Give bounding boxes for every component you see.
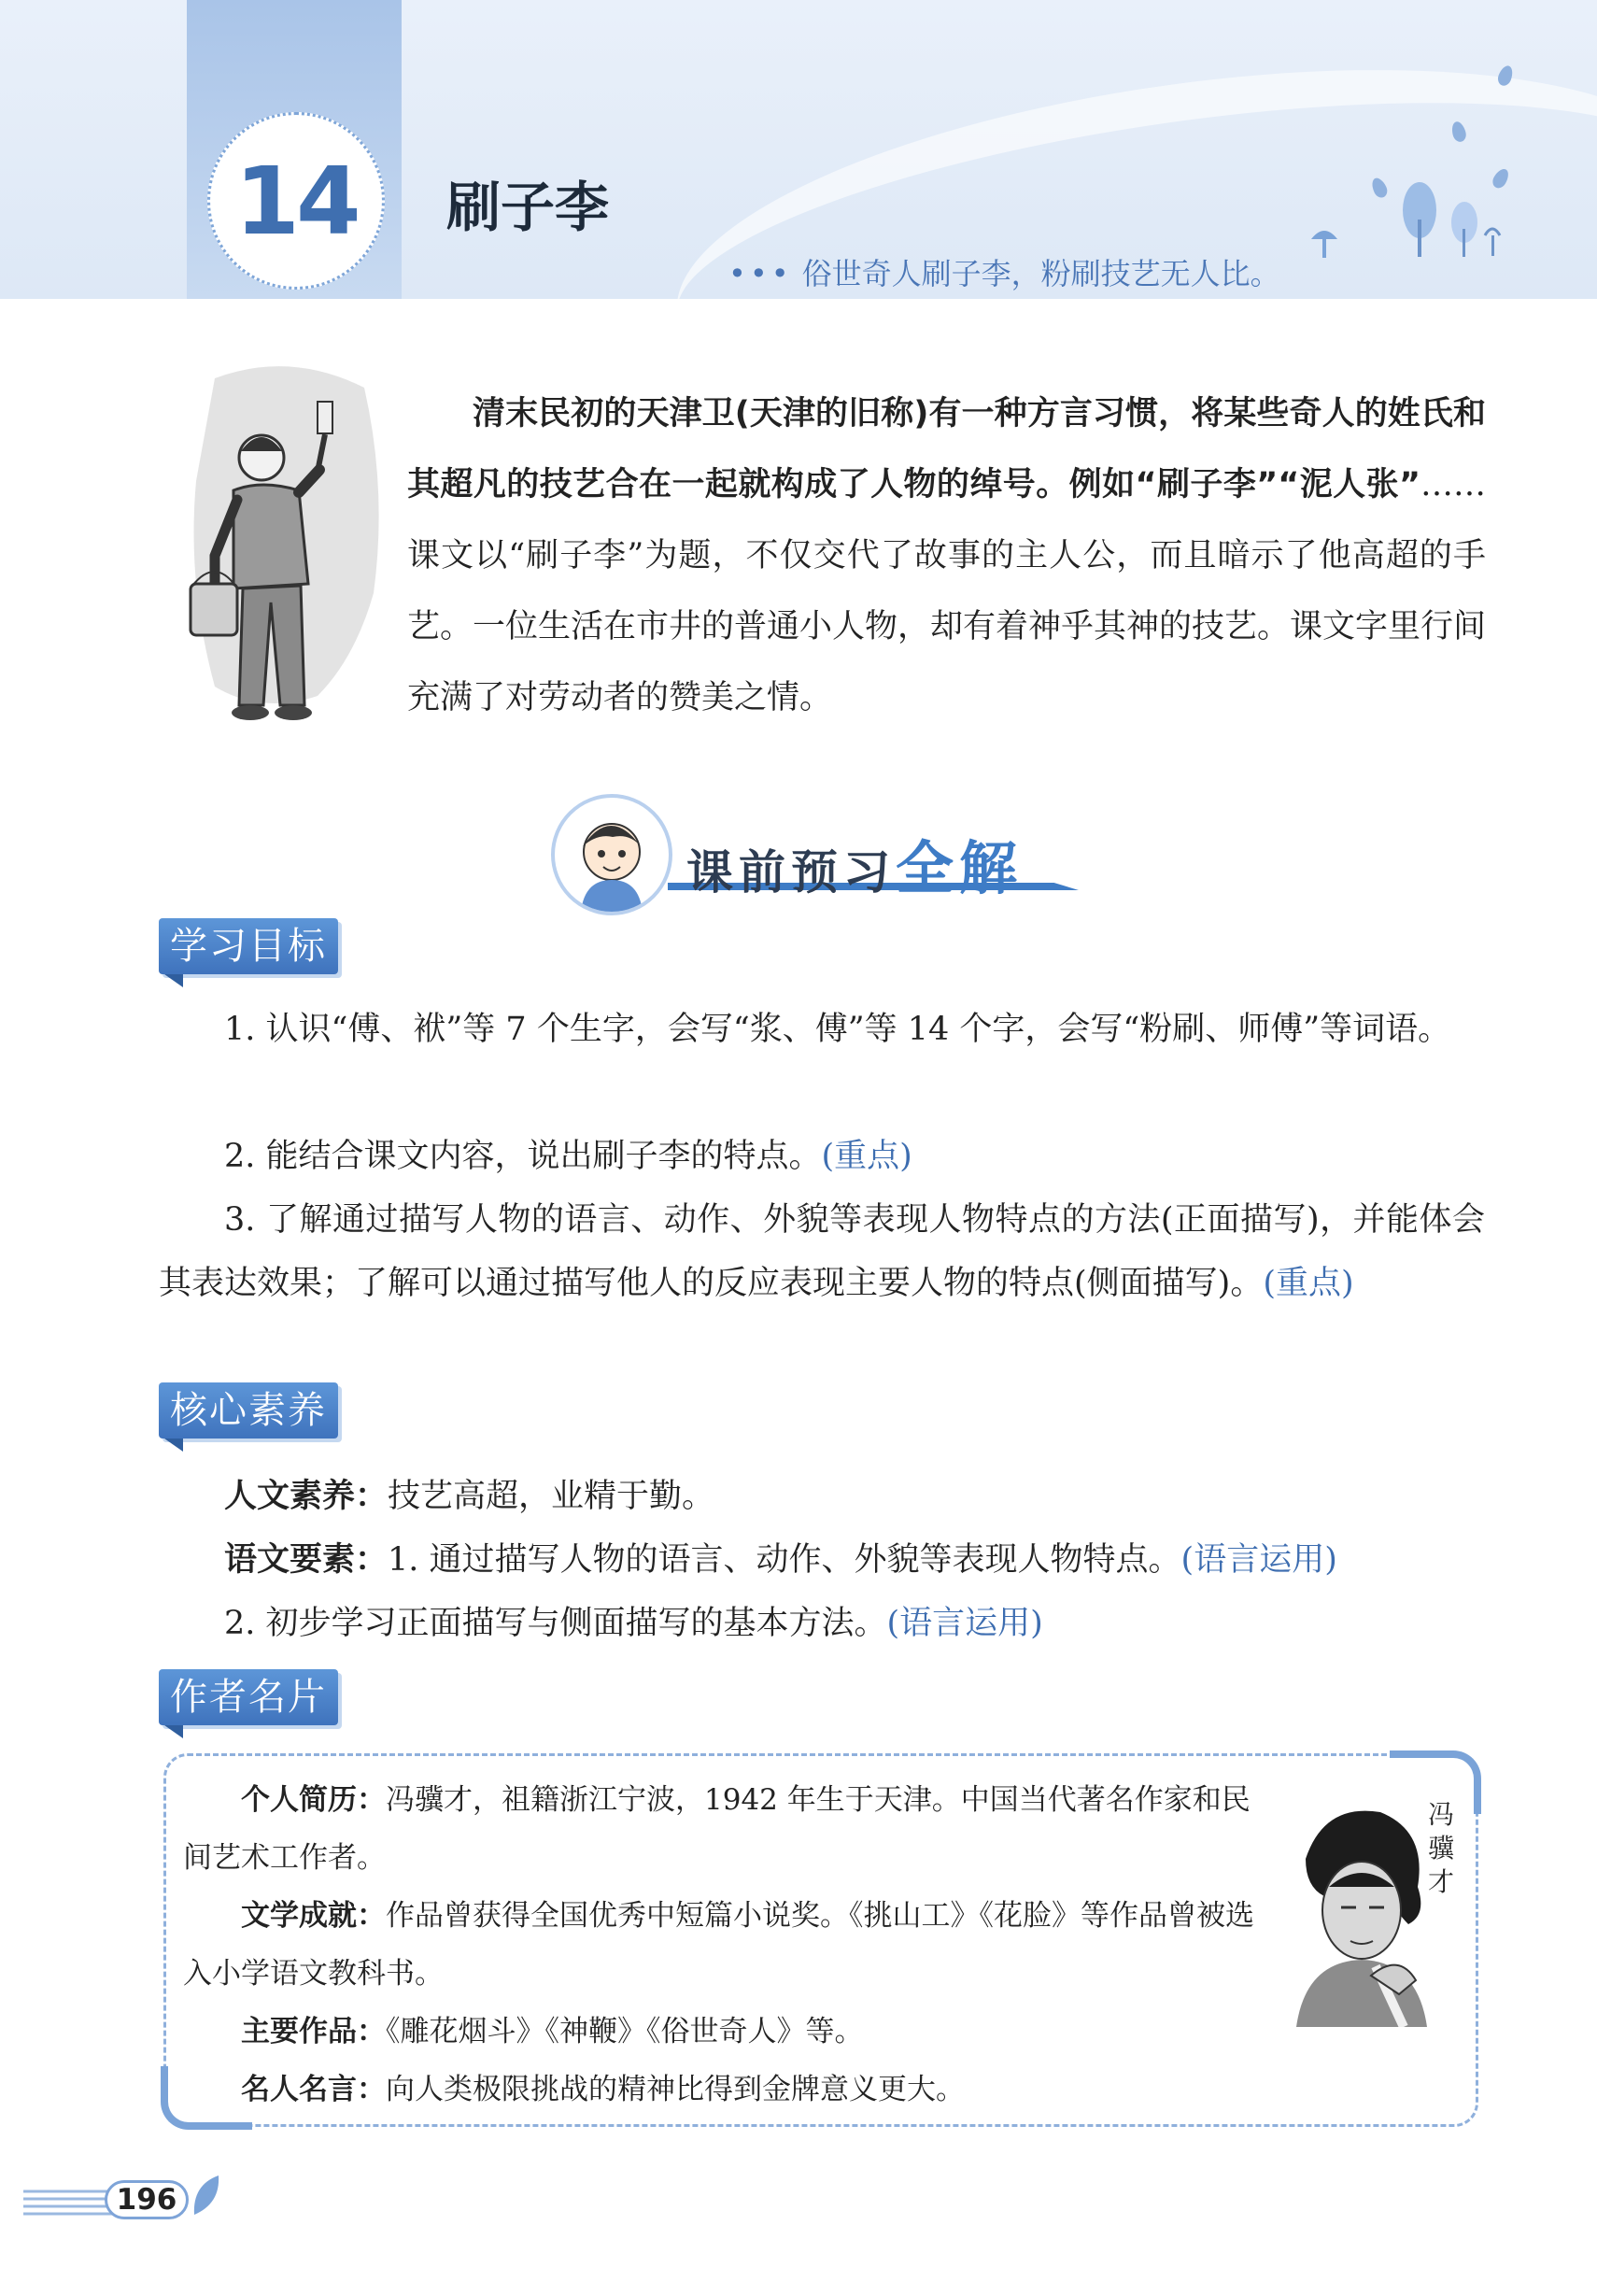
author-card <box>163 1753 1478 2127</box>
painter-illustration <box>177 350 392 743</box>
author-works-text: 《雕花烟斗》《神鞭》《俗世奇人》等。 <box>386 2015 864 2048</box>
author-bio-label: 个人简历： <box>241 1783 386 1817</box>
tree-icon <box>1392 177 1504 262</box>
tagline-text: 俗世奇人刷子李，粉刷技艺无人比。 <box>801 256 1280 291</box>
goal-item-2-note: (重点) <box>821 1138 912 1175</box>
banner-title-main: 课前预习 <box>686 845 896 900</box>
humanities-label: 人文素养： <box>224 1478 389 1515</box>
goal-item-2 <box>159 1125 1485 1188</box>
humanities-text: 技艺高超，业精于勤。 <box>388 1478 715 1515</box>
tagline-dots: ••• <box>728 256 793 291</box>
goal-item-1: 1. 认识“傅、袱”等 7 个生字，会写“浆、傅”等 14 个字，会写“粉刷、师傅”等词语。 <box>224 1011 1451 1048</box>
language-text-2: 2. 初步学习正面描写与侧面描写的基本方法。 <box>224 1605 887 1642</box>
lesson-number: 14 <box>234 146 358 256</box>
lesson-tagline <box>728 250 1280 293</box>
page-number: 196 <box>105 2180 189 2219</box>
author-works-label: 主要作品： <box>241 2015 386 2048</box>
lesson-title: 刷子李 <box>446 176 610 239</box>
language-line-1 <box>159 1528 1485 1592</box>
author-details <box>183 1771 1276 2119</box>
author-bio-text: 冯骥才，祖籍浙江宁波，1942 年生于天津。中国当代著名作家和民间艺术工作者。 <box>183 1783 1251 1875</box>
core-literacy-tag: 核心素养 <box>159 1382 338 1439</box>
goal-item-3 <box>159 1188 1485 1315</box>
student-avatar <box>551 794 672 915</box>
lesson-header <box>0 0 1597 299</box>
author-portrait <box>1287 1803 1436 2027</box>
goal-item-3-text: 3. 了解通过描写人物的语言、动作、外貌等表现人物特点的方法(正面描写)，并能体会其表达效果；了解可以通过描写他人的反应表现主要人物的特点(侧面描写)。 <box>159 1201 1485 1302</box>
author-quote <box>183 2061 1276 2119</box>
banner-title <box>686 822 1023 905</box>
learning-goals-tag: 学习目标 <box>159 918 338 974</box>
intro-paragraph <box>407 378 1486 733</box>
language-note-2: (语言运用) <box>886 1605 1043 1642</box>
author-achievement-label: 文学成就： <box>241 1899 386 1933</box>
author-bio <box>183 1771 1276 1887</box>
author-works <box>183 2003 1276 2061</box>
author-card-tag: 作者名片 <box>159 1669 338 1725</box>
intro-bold-text: 清末民初的天津卫(天津的旧称)有一种方言习惯，将某些奇人的姓氏和其超凡的技艺合在一起就构成了人物的绰号。例如“刷子李”“泥人张” <box>407 395 1486 503</box>
lesson-number-badge <box>207 112 385 290</box>
goal-item-2-text: 2. 能结合课文内容，说出刷子李的特点。 <box>224 1138 822 1175</box>
author-achievement <box>183 1887 1276 2003</box>
author-quote-label: 名人名言： <box>241 2073 386 2106</box>
language-text-1: 1. 通过描写人物的语言、动作、外貌等表现人物特点。 <box>388 1541 1181 1579</box>
intro-regular-text: ……课文以“刷子李”为题，不仅交代了故事的主人公，而且暗示了他高超的手艺。一位生活在市井的普通小人物，却有着神乎其神的技艺。课文字里行间充满了对劳动者的赞美之情。 <box>407 466 1487 716</box>
goal-item-3-note: (重点) <box>1263 1265 1354 1302</box>
leaf-icon <box>191 2172 224 2218</box>
banner-title-accent: 全解 <box>896 834 1024 902</box>
author-name-vertical: 冯骥才 <box>1427 1799 1454 1897</box>
language-label: 语文要素： <box>224 1541 389 1579</box>
author-quote-text: 向人类极限挑战的精神比得到金牌意义更大。 <box>386 2073 965 2106</box>
mushroom-icon <box>1307 224 1341 262</box>
section-banner <box>528 789 1125 934</box>
author-achievement-text: 作品曾获得全国优秀中短篇小说奖。《挑山工》《花脸》等作品曾被选入小学语文教科书。 <box>183 1899 1254 1991</box>
language-note-1: (语言运用) <box>1180 1541 1337 1579</box>
language-line-2 <box>159 1592 1485 1655</box>
humanities-line <box>159 1465 1485 1528</box>
